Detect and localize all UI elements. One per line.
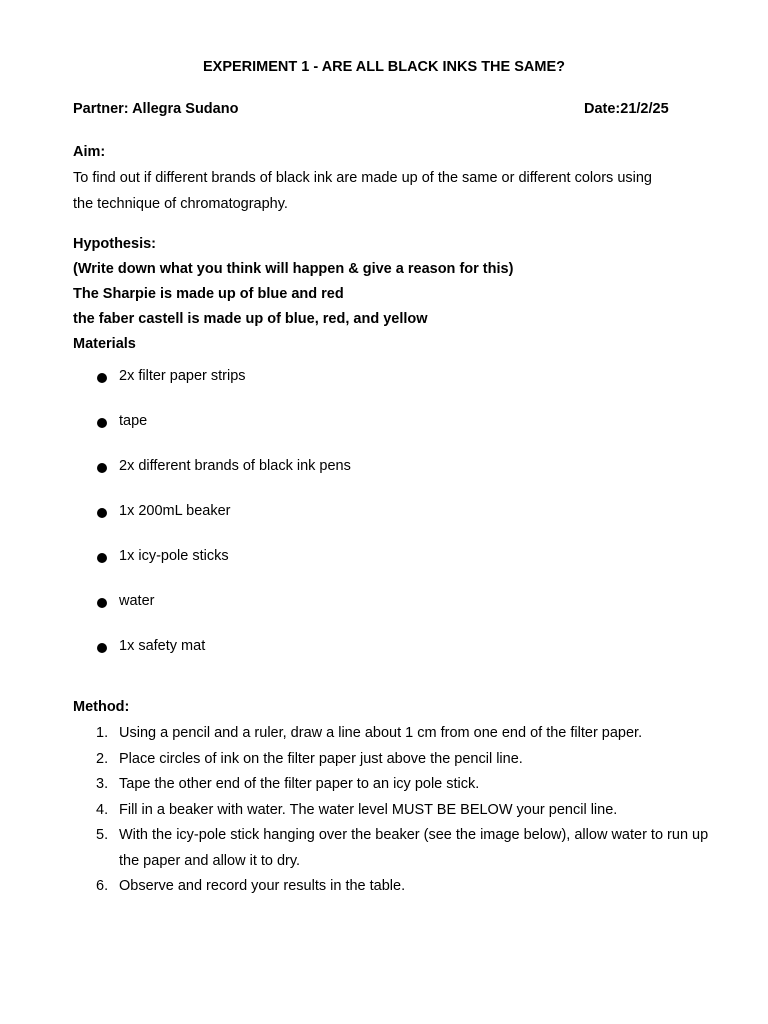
- aim-heading: Aim:: [73, 144, 106, 160]
- materials-item-label: 2x filter paper strips: [119, 368, 246, 384]
- step-text: Fill in a beaker with water. The water level MUST BE BELOW your pencil line.: [119, 801, 618, 818]
- materials-item: [96, 453, 351, 498]
- materials-item: [96, 498, 351, 543]
- hypothesis-section: [73, 232, 703, 357]
- materials-item: [96, 543, 351, 588]
- bullet-icon: [97, 373, 107, 383]
- bullet-icon: [97, 463, 107, 473]
- aim-text-line: To find out if different brands of black ink are made up of the same or different colors using: [73, 170, 652, 186]
- step-text: With the icy-pole stick hanging over the beaker (see the image below), allow water to run up the paper and allow it to dry.: [119, 827, 709, 869]
- step-number: 4.: [96, 801, 109, 818]
- method-steps-list: [73, 721, 713, 900]
- materials-item: [96, 408, 351, 453]
- materials-item-label: water: [119, 593, 155, 609]
- hypothesis-line: The Sharpie is made up of blue and red: [73, 286, 344, 302]
- date-label: Date:21/2/25: [584, 101, 669, 117]
- step-text: Tape the other end of the filter paper to an icy pole stick.: [119, 776, 480, 792]
- document-title: EXPERIMENT 1 - ARE ALL BLACK INKS THE SAME?: [203, 59, 565, 75]
- aim-section: [73, 140, 703, 217]
- materials-heading: Materials: [73, 336, 136, 352]
- bullet-icon: [97, 643, 107, 653]
- step-number: 5.: [96, 827, 109, 843]
- materials-item-label: 2x different brands of black ink pens: [119, 458, 351, 474]
- hypothesis-heading: Hypothesis:: [73, 236, 156, 252]
- materials-item-label: tape: [119, 413, 148, 429]
- bullet-icon: [97, 598, 107, 608]
- step-number: 3.: [96, 776, 109, 792]
- hypothesis-line: the faber castell is made up of blue, red, and yellow: [73, 311, 428, 327]
- step-text: Using a pencil and a ruler, draw a line about 1 cm from one end of the filter paper.: [119, 725, 643, 741]
- partner-label: Partner: Allegra Sudano: [73, 101, 239, 117]
- bullet-icon: [97, 418, 107, 428]
- aim-text-line: the technique of chromatography.: [73, 196, 288, 212]
- hypothesis-instruction: (Write down what you think will happen & give a reason for this): [73, 261, 514, 277]
- method-step: [73, 823, 713, 874]
- method-heading: Method:: [73, 699, 130, 715]
- method-section: [73, 695, 703, 720]
- materials-item-label: 1x 200mL beaker: [119, 503, 231, 519]
- materials-item-label: 1x safety mat: [119, 638, 206, 654]
- step-text: Place circles of ink on the filter paper just above the pencil line.: [119, 750, 523, 767]
- materials-item: [96, 363, 351, 408]
- materials-item-label: 1x icy-pole sticks: [119, 548, 229, 564]
- bullet-icon: [97, 508, 107, 518]
- materials-item: [96, 633, 351, 678]
- bullet-icon: [97, 553, 107, 563]
- step-number: 1.: [96, 725, 109, 741]
- step-number: 2.: [96, 750, 109, 767]
- step-text: Observe and record your results in the table.: [119, 878, 406, 894]
- method-step: [73, 772, 713, 798]
- materials-list: [96, 363, 351, 678]
- method-step: [73, 798, 713, 824]
- materials-item: [96, 588, 351, 633]
- step-number: 6.: [96, 878, 109, 894]
- method-step: [73, 721, 713, 747]
- method-step: [73, 747, 713, 773]
- method-step: [73, 874, 713, 900]
